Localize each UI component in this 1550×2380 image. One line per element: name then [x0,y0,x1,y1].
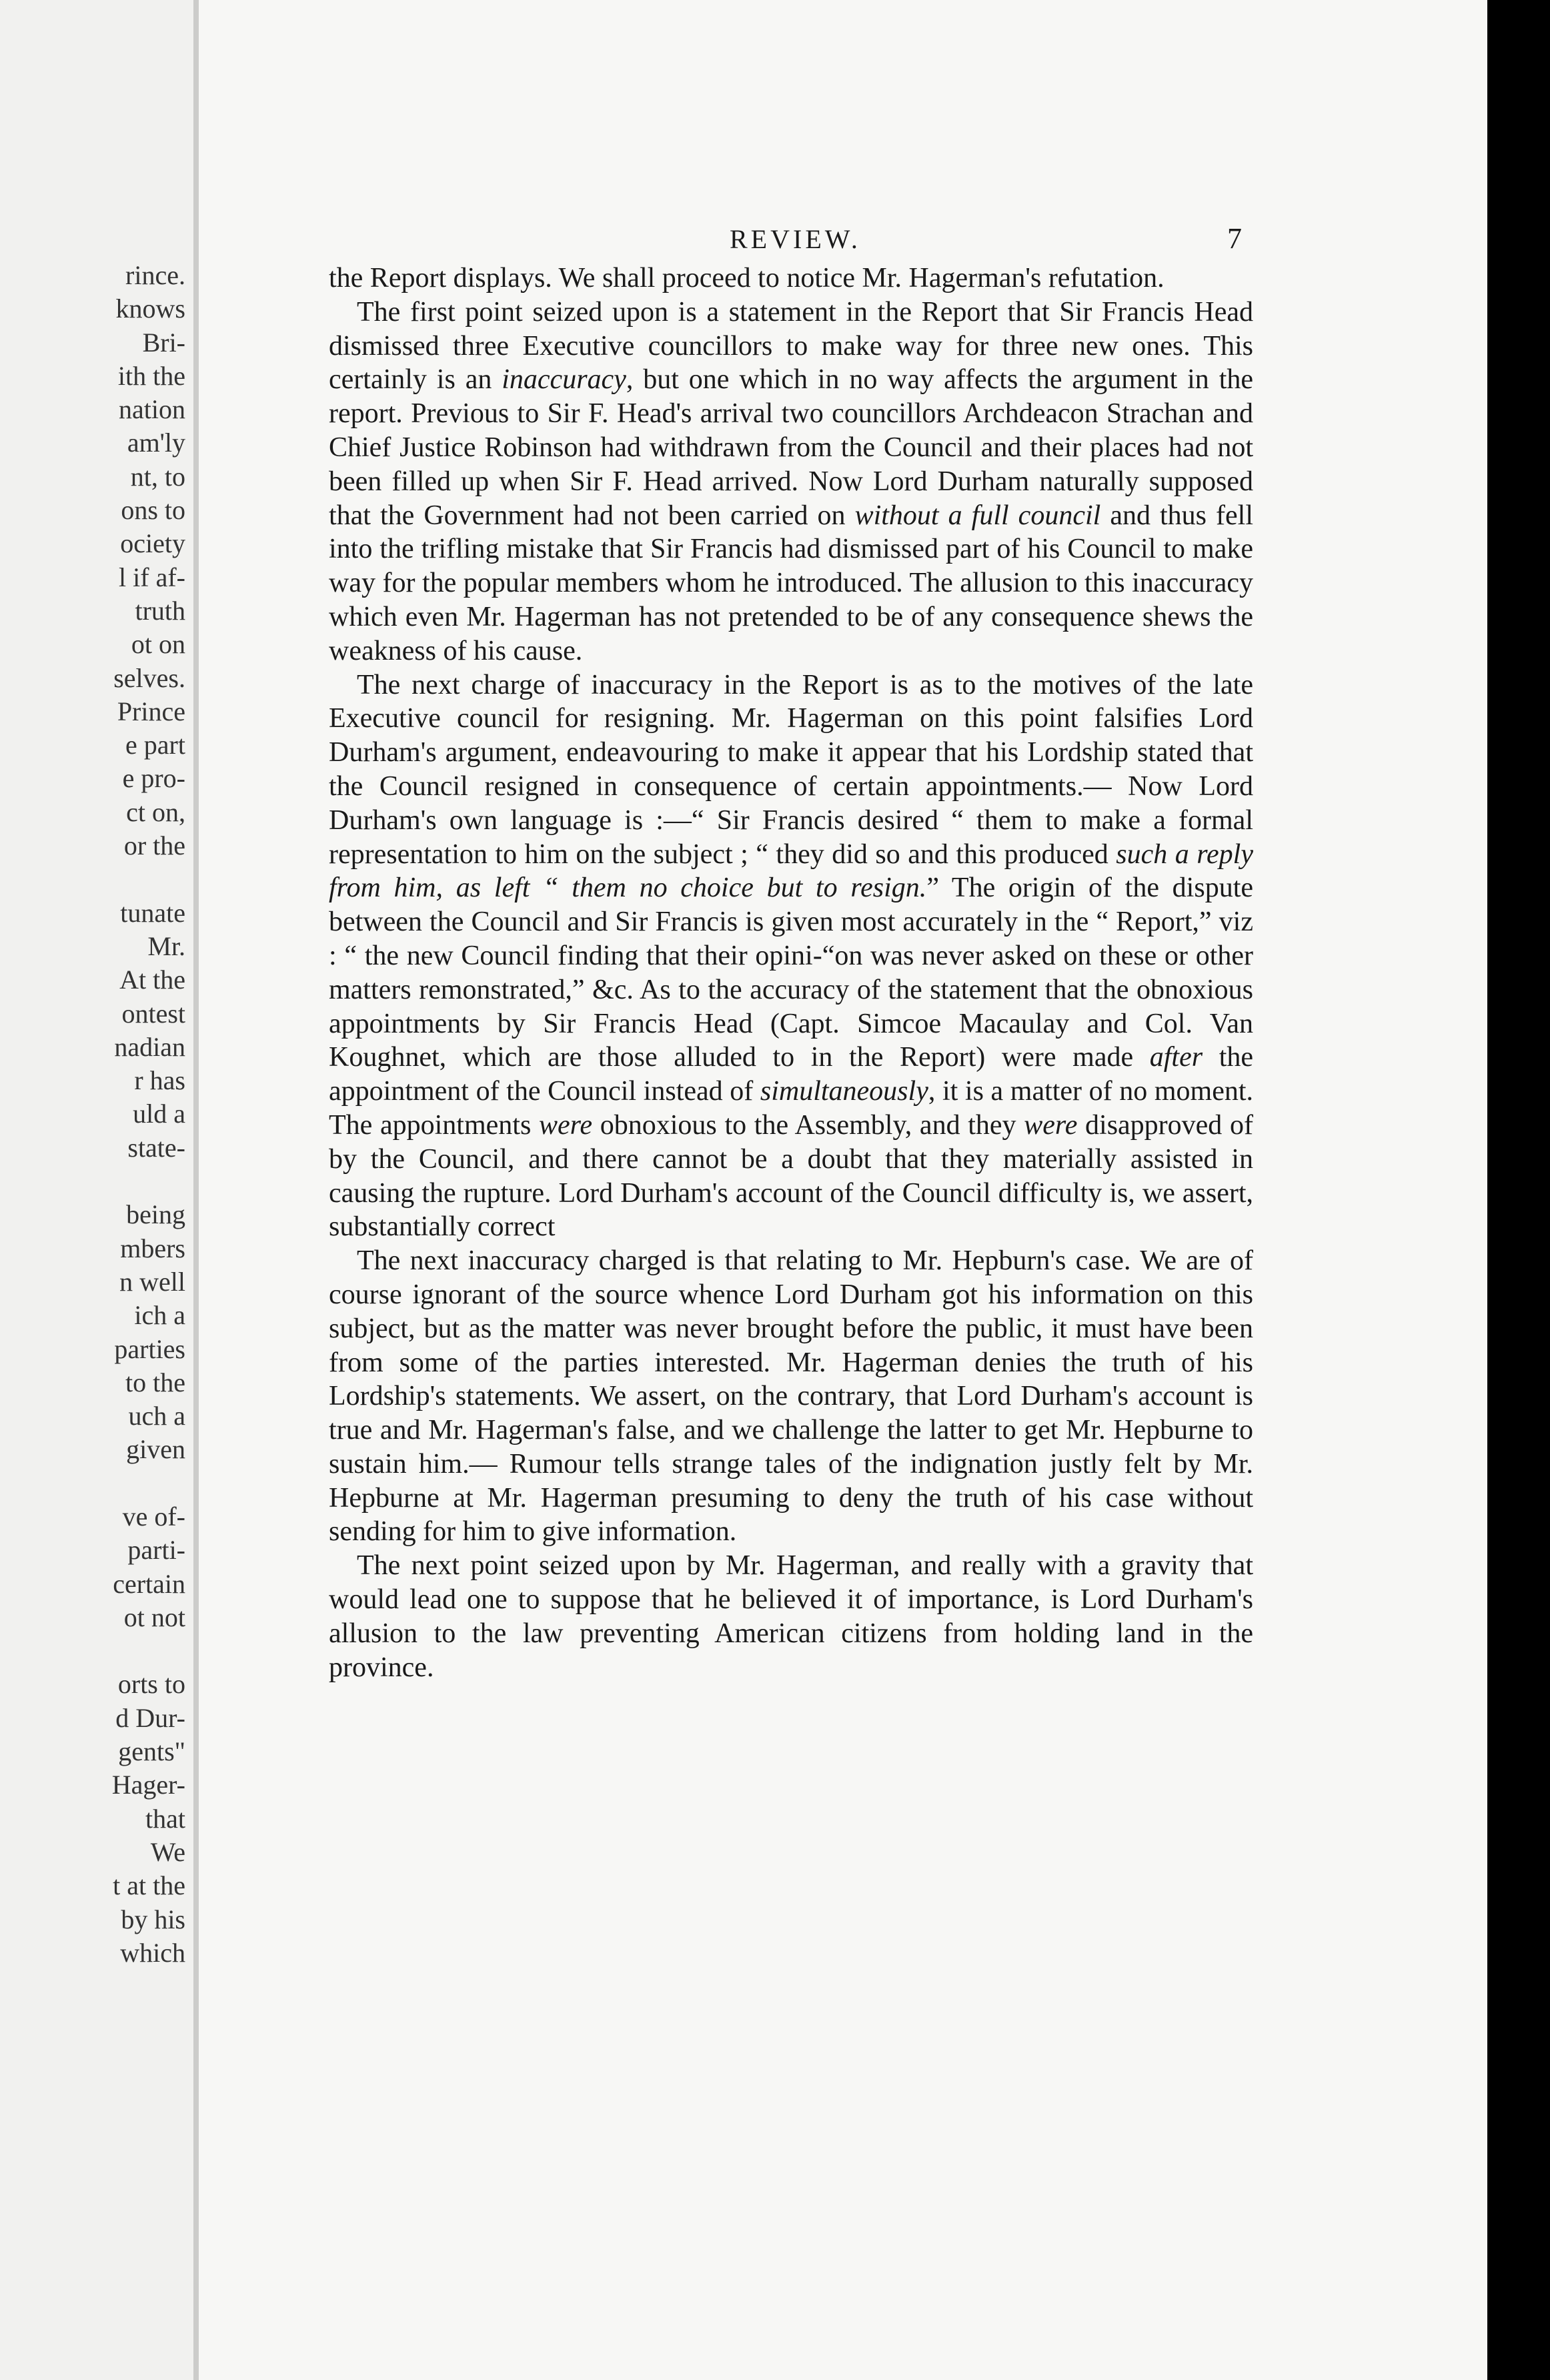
facing-page-line: rince. [125,260,185,290]
facing-page-line: At the [119,965,185,995]
italic-text: such a reply from him, as left “ them no choice but to resign. [329,838,1253,904]
facing-page-line: mbers [120,1233,185,1263]
facing-page-line: given [126,1434,185,1465]
facing-page-line: ot not [123,1602,185,1632]
paragraph [329,1549,1253,1684]
facing-page-line: ct on, [126,796,185,827]
facing-page-line: by his [121,1904,185,1934]
text-run: , it is a matter of no moment. The appointments [329,1076,1254,1141]
facing-page-line: Hager- [111,1770,185,1800]
facing-page-line: state- [127,1132,185,1163]
facing-page-line: parti- [127,1535,185,1566]
facing-page-line: ot on [131,629,185,660]
facing-page-line: d Dur- [115,1702,185,1733]
text-run: The next point seized upon by Mr. Hagerman, and really with a gravity that would lead one to suppose that he believed it of importance, is Lord Durham's allusion to the law preventing American citizens from holding land in the province. [329,1550,1253,1683]
facing-page-line [5,862,185,896]
facing-page-line: uld a [133,1099,185,1129]
page-number: 7 [1227,222,1242,255]
book-gutter [193,0,199,2380]
facing-page-line [5,1634,185,1668]
facing-page-line: Prince [117,696,185,726]
italic-text: were [1024,1109,1078,1141]
paragraph [329,668,1253,1245]
text-run: the appointment of the Council instead of [329,1042,1254,1107]
page-edge [1487,0,1550,2380]
facing-page-line: nadian [114,1031,185,1062]
text-run: disapproved of by the Council, and there cannot be a doubt that they materially assisted in causing the rupture. Lord Durham's account of the Council difficulty is, we assert, substantially correct [329,1109,1253,1243]
italic-text: inaccuracy [502,364,626,396]
paragraph [329,261,1253,295]
facing-page-line: nation [119,394,185,425]
italic-text: were [538,1109,593,1141]
paragraph [329,1244,1253,1549]
text-run: the Report displays. We shall proceed to notice Mr. Hagerman's refutation. [329,263,1165,293]
facing-page-line: ontest [121,998,185,1029]
facing-page-line: that [145,1803,185,1834]
text-run: The next inaccuracy charged is that relating to Mr. Hepburn's case. We are of course ignorant of the source whence Lord Durham got his information on this subject, but as the matter was never brought before the public, it must have been from some of the parties interested. Mr. Hagerman denies the truth of his Lordship's statements. We assert, on the contrary, that Lord Durham's account is true and Mr. Hagerman's false, and we challenge the latter to get Mr. Hepburne to sustain him.— Rumour tells strange tales of the indignation justly felt by Mr. Hepburne at Mr. Hagerman presuming to deny the truth of his case without sending for him to give information. [329,1245,1253,1548]
facing-page-line: or the [123,830,185,861]
running-head: REVIEW. [730,224,861,254]
facing-page-line: l if af- [119,562,185,592]
facing-page-line: orts to [117,1669,185,1700]
facing-page-fragment [0,0,193,2380]
facing-page-line: nt, to [130,461,185,492]
facing-page-line: ve of- [122,1501,185,1532]
facing-page-line: Bri- [142,327,185,358]
text-run: The first point seized upon is a statement in the Report that Sir Francis Head dismissed three Executive councillors to make way for three new ones. This certainly is an [329,296,1253,396]
italic-text: without a full council [854,500,1101,531]
facing-page-line: gents" [118,1736,185,1767]
facing-page-line: Mr. [147,931,185,961]
facing-page-line: e part [125,730,185,760]
facing-page-line: ons to [121,495,185,526]
facing-page-line: parties [114,1333,185,1364]
facing-page-line: which [120,1937,185,1968]
text-run: ” The origin of the dispute between the Council and Sir Francis is given most accurately in the “ Report,” viz : “ the new Council finding that their opini-“on was never asked on these or other matters remonstrated,” &c. As to the accuracy of the statement that the obnoxious appointments by Sir Francis Head (Capt. Simcoe Macaulay and Col. Van Koughnet, which are those alluded to in the Report) were made [329,872,1254,1073]
text-run: obnoxious to the Assembly, and they [592,1109,1024,1141]
facing-page-line [5,1467,185,1500]
facing-page-line: truth [135,595,185,626]
italic-text: after [1149,1042,1203,1073]
facing-page-line [5,1165,185,1198]
facing-page-line: ich a [134,1300,185,1331]
facing-page-line: selves. [113,662,185,693]
italic-text: simultaneously [760,1076,928,1107]
text-run: , but one which in no way affects the argument in the report. Previous to Sir F. Head's arrival two councillors Archdeacon Strachan and Chief Justice Robinson had withdrawn from the Council and their places had not been filled up when Sir F. Head arrived. Now Lord Durham naturally supposed that the Government had not been carried on [329,364,1254,531]
facing-page-line: e pro- [122,763,185,794]
text-run: and thus fell into the trifling mistake that Sir Francis had dismissed part of his Council to make way for the popular members whom he introduced. The allusion to this inaccuracy which even Mr. Hagerman has not pretended to be of any consequence shews the weakness of his cause. [329,500,1253,666]
body-text [329,261,1253,1684]
facing-page-line: knows [115,293,185,324]
facing-page-line: uch a [128,1401,185,1431]
paragraph [329,295,1253,668]
facing-page-line: certain [113,1568,185,1599]
text-run: The next charge of inaccuracy in the Report is as to the motives of the late Executive council for resigning. Mr. Hagerman on this point falsifies Lord Durham's argument, endeavouring to make it appear that his Lordship stated that the Council resigned in consequence of certain appointments.— Now Lord Durham's own language is :—“ Sir Francis desired “ them to make a formal representation to him on the subject ; “ they did so and this produced [329,669,1253,870]
facing-page-line: r has [134,1065,185,1096]
facing-page-line: am'ly [127,428,185,458]
facing-page-line: to the [125,1367,185,1397]
facing-page-line: t at the [113,1870,185,1901]
facing-page-line: ith the [117,360,185,391]
facing-page-line: We [150,1836,185,1867]
facing-page-line: being [126,1199,185,1230]
facing-page-line: n well [119,1266,185,1297]
facing-page-text [5,259,185,1970]
facing-page-line: tunate [120,897,185,928]
facing-page-line: ociety [120,528,185,559]
